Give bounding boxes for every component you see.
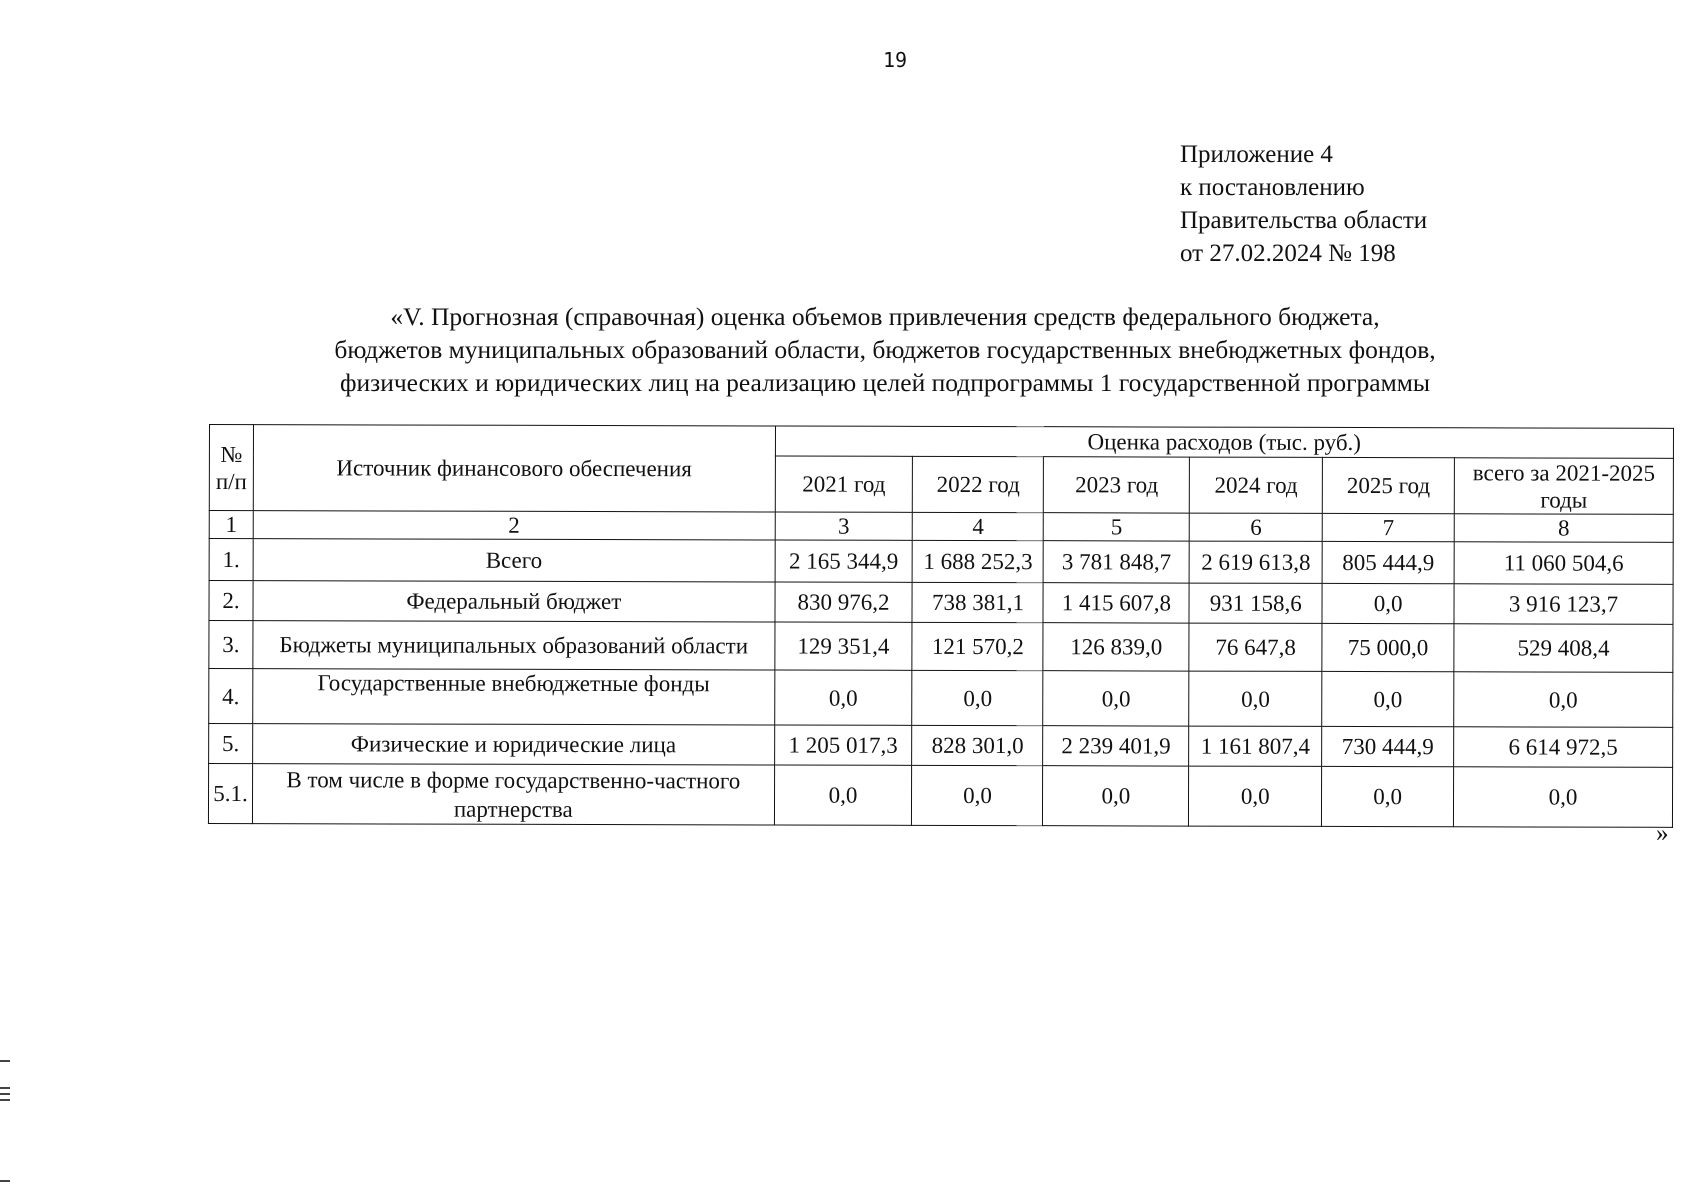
row-source: Федеральный бюджет xyxy=(253,581,775,622)
header-year: 2022 год xyxy=(913,456,1044,512)
title-line-3: физических и юридических лиц на реализацию целей подпрограммы 1 государственной программы xyxy=(339,368,1431,397)
column-number: 1 xyxy=(209,511,253,539)
row-value: 1 688 252,3 xyxy=(913,540,1044,582)
header-total: всего за 2021-2025 годы xyxy=(1454,458,1673,515)
header-num: № п/п xyxy=(209,425,253,511)
row-value: 738 381,1 xyxy=(912,582,1043,622)
margin-mark xyxy=(0,1087,10,1089)
row-value: 121 570,2 xyxy=(912,622,1043,670)
column-number: 2 xyxy=(253,511,775,540)
row-value: 1 415 607,8 xyxy=(1043,583,1189,623)
appendix-line-2: к постановлению xyxy=(1180,174,1365,201)
column-number: 7 xyxy=(1322,513,1454,541)
column-number: 3 xyxy=(775,512,913,540)
row-num: 2. xyxy=(209,581,253,621)
document-title xyxy=(195,300,1575,399)
row-value: 2 165 344,9 xyxy=(775,540,913,582)
row-value: 0,0 xyxy=(774,765,912,825)
margin-mark xyxy=(0,1180,10,1182)
title-line-2: бюджетов муниципальных образований области, бюджетов государственных внебюджетных фондов, xyxy=(334,335,1436,364)
row-value: 129 351,4 xyxy=(774,622,912,670)
row-value: 0,0 xyxy=(1043,671,1189,726)
table-row xyxy=(209,724,1673,768)
appendix-line-1: Приложение 4 xyxy=(1180,141,1333,168)
row-value: 2 619 613,8 xyxy=(1189,541,1322,583)
row-num: 5. xyxy=(209,724,253,764)
row-value: 529 408,4 xyxy=(1454,624,1673,673)
column-number-row xyxy=(209,511,1673,543)
row-num: 5.1. xyxy=(208,764,252,824)
closing-quote: » xyxy=(1656,820,1669,847)
row-value: 11 060 504,6 xyxy=(1454,542,1673,585)
row-value: 126 839,0 xyxy=(1043,623,1189,671)
row-source: Физические и юридические лица xyxy=(253,724,775,765)
header-estimate: Оценка расходов (тыс. руб.) xyxy=(775,426,1673,458)
row-value: 805 444,9 xyxy=(1322,541,1454,583)
table-row xyxy=(209,539,1673,585)
row-value: 0,0 xyxy=(1454,767,1673,828)
row-value: 75 000,0 xyxy=(1322,623,1454,671)
header-source: Источник финансового обеспечения xyxy=(253,425,775,512)
table-row xyxy=(209,669,1673,728)
row-value: 0,0 xyxy=(1322,583,1454,623)
row-value: 0,0 xyxy=(1454,672,1673,728)
header-year: 2024 год xyxy=(1190,457,1323,513)
column-number: 4 xyxy=(913,512,1044,540)
row-value: 0,0 xyxy=(1043,766,1189,826)
table-row xyxy=(209,621,1673,673)
row-value: 3 781 848,7 xyxy=(1043,541,1189,583)
row-source: Всего xyxy=(253,539,775,582)
row-value: 1 205 017,3 xyxy=(774,725,912,765)
margin-mark xyxy=(0,1093,10,1095)
row-value: 0,0 xyxy=(1189,671,1322,726)
row-value: 3 916 123,7 xyxy=(1454,584,1673,625)
row-value: 2 239 401,9 xyxy=(1043,726,1189,766)
budget-table xyxy=(208,424,1674,828)
column-number: 5 xyxy=(1044,513,1190,541)
row-source: В том числе в форме государственно-частного партнерства xyxy=(252,764,774,825)
row-value: 1 161 807,4 xyxy=(1189,726,1322,766)
row-value: 6 614 972,5 xyxy=(1454,727,1673,768)
row-value: 0,0 xyxy=(1322,671,1454,726)
appendix-line-3: Правительства области xyxy=(1180,207,1428,234)
row-value: 931 158,6 xyxy=(1189,583,1322,623)
header-year: 2023 год xyxy=(1044,457,1190,513)
row-source: Бюджеты муниципальных образований области xyxy=(253,621,775,670)
title-line-1: «V. Прогнозная (справочная) оценка объемов привлечения средств федерального бюджета, xyxy=(390,302,1380,331)
column-number: 6 xyxy=(1189,513,1322,541)
table-row xyxy=(208,764,1672,828)
header-year: 2025 год xyxy=(1322,457,1454,513)
row-value: 830 976,2 xyxy=(775,582,913,622)
row-value: 0,0 xyxy=(912,670,1043,725)
header-year: 2021 год xyxy=(775,456,913,512)
row-num: 3. xyxy=(209,621,253,669)
row-value: 0,0 xyxy=(912,765,1043,825)
appendix-line-4: от 27.02.2024 № 198 xyxy=(1180,240,1396,267)
margin-mark xyxy=(0,1099,10,1101)
appendix-block xyxy=(1180,138,1427,270)
table-row xyxy=(209,581,1673,625)
row-value: 0,0 xyxy=(1322,766,1454,826)
row-num: 4. xyxy=(209,669,253,724)
row-value: 0,0 xyxy=(1189,766,1322,826)
row-value: 76 647,8 xyxy=(1189,623,1322,671)
row-source: Государственные внебюджетные фонды xyxy=(253,669,775,725)
margin-mark xyxy=(0,1060,10,1062)
row-value: 828 301,0 xyxy=(912,725,1043,765)
column-number: 8 xyxy=(1454,514,1673,543)
header-row-1 xyxy=(209,425,1673,459)
row-value: 0,0 xyxy=(774,670,912,725)
row-num: 1. xyxy=(209,539,253,581)
row-value: 730 444,9 xyxy=(1322,726,1454,766)
page-number: 19 xyxy=(882,48,908,72)
